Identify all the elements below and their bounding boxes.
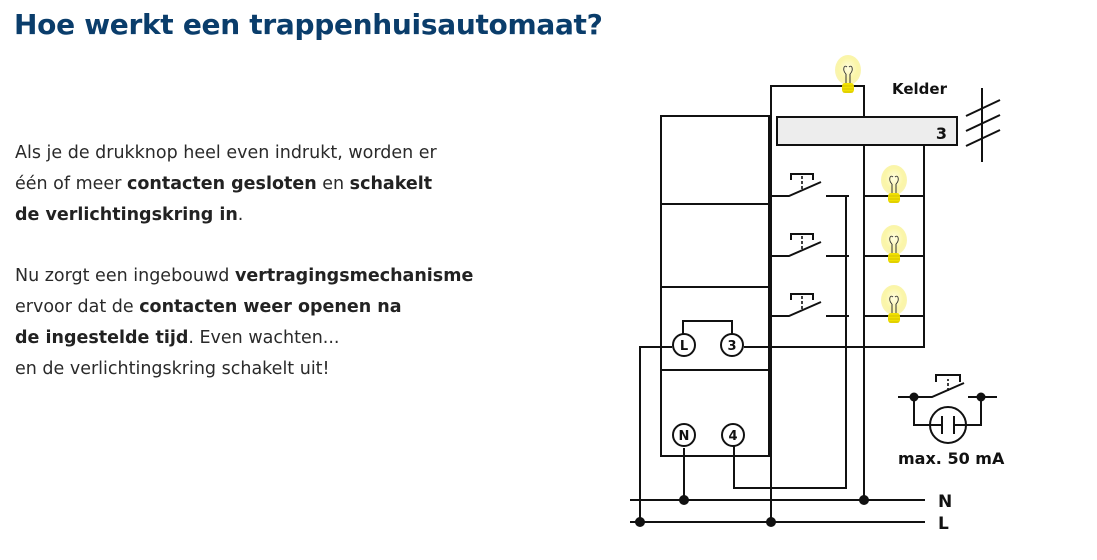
text: één of meer bbox=[15, 174, 127, 194]
bus-label-N: N bbox=[938, 492, 953, 512]
pushbutton-1 bbox=[771, 174, 849, 196]
illuminated-pushbutton-icon bbox=[898, 375, 997, 443]
text: Nu zorgt een ingebouwd bbox=[15, 266, 235, 286]
cable-count: 3 bbox=[935, 124, 947, 143]
paragraph-switch-on bbox=[15, 138, 485, 231]
text: . Even wachten... bbox=[188, 328, 340, 348]
wiring-diagram bbox=[620, 40, 1040, 544]
bulb-icon bbox=[881, 225, 907, 263]
page-title: Hoe werkt een trappenhuisautomaat? bbox=[14, 8, 603, 41]
kelder-label: Kelder bbox=[892, 80, 947, 98]
emphasis: de ingestelde tijd bbox=[15, 328, 189, 348]
text: . bbox=[237, 205, 244, 225]
kelder-bar bbox=[777, 117, 957, 145]
bus-label-L: L bbox=[938, 514, 949, 534]
terminal-4: 4 bbox=[728, 429, 738, 444]
terminal-3: 3 bbox=[727, 339, 737, 354]
max-current-label: max. 50 mA bbox=[898, 449, 1005, 468]
emphasis: vertragingsmechanisme bbox=[234, 266, 474, 286]
bulb-icon bbox=[835, 55, 861, 93]
emphasis: contacten gesloten bbox=[126, 174, 317, 194]
text: en de verlichtingskring schakelt uit! bbox=[15, 359, 330, 379]
emphasis: contacten weer openen na bbox=[139, 297, 402, 317]
pushbutton-3 bbox=[771, 294, 849, 316]
text: ervoor dat de bbox=[15, 297, 140, 317]
terminal-N: N bbox=[678, 429, 690, 444]
paragraph-switch-off bbox=[15, 261, 485, 385]
pushbutton-2 bbox=[771, 234, 849, 256]
text: Als je de drukknop heel even indrukt, worden er bbox=[15, 143, 437, 163]
terminal-L: L bbox=[679, 339, 689, 354]
explanation-text bbox=[15, 138, 485, 415]
bulb-icon bbox=[881, 165, 907, 203]
text: en bbox=[316, 174, 350, 194]
emphasis: schakelt bbox=[349, 174, 433, 194]
emphasis: de verlichtingskring in bbox=[15, 205, 238, 225]
bulb-icon bbox=[881, 285, 907, 323]
